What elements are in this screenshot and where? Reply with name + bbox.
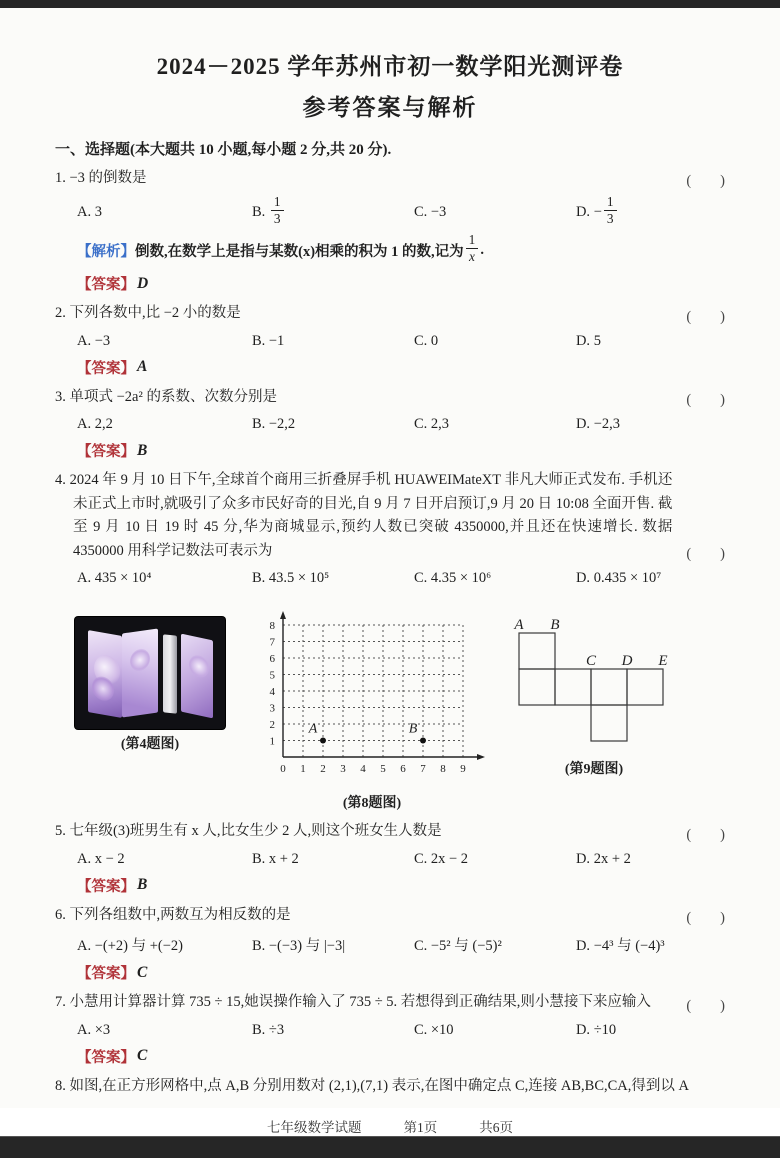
option-label: A. — [77, 850, 95, 867]
question-stem: 6. 下列各组数中,两数互为相反数的是 — [55, 906, 291, 923]
answer-paren: ( ) — [686, 392, 725, 409]
answer-label: 【答案】 — [77, 966, 135, 983]
question-block — [55, 1075, 725, 1098]
options-row — [55, 934, 725, 955]
options-row — [55, 851, 725, 868]
svg-text:3: 3 — [269, 702, 275, 715]
option-text: ×10 — [430, 1021, 454, 1038]
option — [414, 570, 576, 587]
figures-row — [75, 601, 725, 812]
question-block — [55, 904, 725, 983]
page-body — [0, 8, 780, 1136]
coordinate-grid — [253, 601, 491, 788]
question-stem-row — [55, 167, 725, 190]
svg-text:2: 2 — [320, 763, 326, 776]
option-text: 0.435 × 10⁷ — [593, 570, 662, 587]
answer-label: 【答案】 — [77, 878, 135, 895]
fraction-denominator: 3 — [606, 211, 614, 227]
svg-text:3: 3 — [340, 763, 346, 776]
svg-text:4: 4 — [360, 763, 366, 776]
phone-image — [75, 617, 225, 729]
questions-group-b — [55, 820, 725, 1098]
figure-net — [509, 615, 679, 778]
fraction-numerator: 1 — [271, 195, 284, 211]
question-stem: 5. 七年级(3)班男生有 x 人,比女生少 2 人,则这个班女生人数是 — [55, 823, 442, 840]
svg-text:2: 2 — [269, 719, 275, 732]
option-label: B. — [251, 332, 269, 349]
option-text: −1 — [268, 332, 285, 349]
fraction-denominator: 3 — [273, 211, 281, 227]
analysis-label: 【解析】 — [77, 244, 135, 261]
option — [575, 194, 725, 228]
answer-paren: ( ) — [686, 173, 725, 190]
option-label: A. — [77, 570, 95, 587]
answer-paren: ( ) — [686, 546, 725, 563]
question-stem: 2. 下列各数中,比 −2 小的数是 — [55, 305, 241, 322]
option-text: 2x + 2 — [593, 850, 631, 867]
svg-text:8: 8 — [440, 763, 446, 776]
option-text: 5 — [593, 332, 601, 349]
question-stem: 1. −3 的倒数是 — [55, 170, 147, 186]
option-text: −2,2 — [268, 416, 296, 433]
options-row — [55, 570, 725, 587]
option — [414, 1022, 576, 1039]
option-text: x − 2 — [94, 850, 125, 867]
option-label: B. — [251, 416, 269, 433]
grid-point-A — [320, 738, 326, 744]
net-label-A: A — [514, 617, 524, 634]
option-label: B. — [251, 204, 269, 221]
option-label: C. — [413, 332, 431, 349]
option — [414, 204, 576, 221]
scan-top-bar — [0, 0, 780, 8]
figure-grid — [253, 601, 491, 812]
answer-letter: A — [137, 358, 148, 376]
option — [414, 851, 576, 868]
question-stem: 3. 单项式 −2a² 的系数、次数分别是 — [55, 388, 277, 405]
svg-text:0: 0 — [280, 763, 286, 776]
fraction — [604, 195, 617, 226]
svg-text:9: 9 — [460, 763, 466, 776]
answer-paren: ( ) — [686, 910, 725, 927]
option-text: − — [593, 204, 602, 221]
question-stem-row — [55, 386, 725, 409]
option-label: C. — [413, 938, 431, 955]
option-text: 2x − 2 — [430, 850, 469, 867]
option-label: D. — [575, 204, 594, 221]
option-label: A. — [77, 938, 95, 955]
options-row — [55, 194, 725, 228]
option-label: C. — [413, 850, 431, 867]
section-heading: 一、选择题(本大题共 10 小题,每小题 2 分,共 20 分). — [55, 142, 392, 158]
net-label-C: C — [585, 653, 597, 670]
option-label: A. — [77, 204, 95, 221]
svg-text:B: B — [408, 721, 418, 737]
question-stem-row — [55, 991, 725, 1014]
svg-text:5: 5 — [380, 763, 386, 776]
option — [252, 851, 414, 868]
option — [576, 570, 725, 587]
option — [252, 333, 414, 350]
fraction — [271, 195, 284, 226]
options-row — [55, 416, 725, 433]
option — [252, 934, 414, 955]
option-text: 2,2 — [94, 416, 113, 433]
option — [576, 934, 725, 955]
answer-paren: ( ) — [686, 308, 725, 325]
answer-label: 【答案】 — [77, 1049, 135, 1066]
analysis-text: . — [480, 242, 484, 259]
cube-net — [509, 615, 679, 754]
option-text: ÷10 — [593, 1021, 617, 1038]
figure-caption-q4: (第4题图) — [120, 737, 180, 753]
flower-decoration — [130, 648, 150, 673]
svg-text:6: 6 — [400, 763, 406, 776]
option-label: D. — [575, 938, 594, 955]
question-block — [55, 469, 725, 587]
option-label: B. — [251, 850, 269, 867]
phone-left-panel — [88, 630, 122, 718]
fraction-numerator: 1 — [604, 195, 617, 211]
answer-row — [55, 875, 725, 896]
answer-paren: ( ) — [686, 997, 725, 1014]
answer-letter: C — [137, 963, 148, 981]
option — [414, 416, 576, 433]
question-block — [55, 302, 725, 377]
option-label: C. — [413, 570, 431, 587]
fraction-denominator: x — [469, 249, 475, 265]
option-label: D. — [575, 1021, 594, 1038]
option — [576, 851, 725, 868]
option — [576, 416, 725, 433]
figure-caption-q9: (第9题图) — [564, 762, 624, 778]
answer-label: 【答案】 — [77, 360, 135, 377]
option-text: ×3 — [94, 1021, 111, 1038]
option-label: D. — [575, 850, 594, 867]
option-text: 3 — [94, 204, 102, 221]
net-svg — [509, 615, 679, 749]
page-title: 2024－2025 学年苏州市初一数学阳光测评卷 — [156, 54, 624, 79]
svg-text:1: 1 — [269, 735, 275, 748]
figure-phone — [75, 617, 225, 753]
svg-text:7: 7 — [269, 636, 275, 649]
option — [414, 934, 576, 955]
svg-text:A: A — [308, 721, 318, 737]
option — [252, 1022, 414, 1039]
question-block — [55, 386, 725, 461]
option-text: ÷3 — [268, 1021, 285, 1038]
option-label: A. — [77, 332, 95, 349]
option — [252, 570, 414, 587]
option-label: A. — [77, 1021, 95, 1038]
analysis-row — [55, 232, 725, 266]
option-text: 2,3 — [430, 416, 449, 433]
page-footer — [55, 1116, 725, 1136]
option — [77, 934, 252, 955]
answer-row — [55, 440, 725, 461]
question-block — [55, 167, 725, 294]
answer-letter: C — [137, 1047, 148, 1065]
question-stem: 7. 小慧用计算器计算 735 ÷ 15,她误操作输入了 735 ÷ 5. 若想得到正确结果,则小慧接下来应输入 — [55, 994, 651, 1011]
phone-middle-panel — [122, 629, 158, 718]
svg-text:8: 8 — [269, 620, 275, 633]
option-label: B. — [251, 1021, 269, 1038]
option-text: −2,3 — [593, 416, 620, 433]
option — [77, 1022, 252, 1039]
scan-bottom-bar — [0, 1136, 780, 1158]
footer-page-number: 第1页 — [403, 1120, 438, 1136]
option-text: −5² 与 (−5)² — [430, 938, 502, 955]
grid-svg — [253, 601, 491, 783]
net-label-B: B — [550, 617, 560, 634]
option — [252, 416, 414, 433]
option-label: C. — [413, 1021, 431, 1038]
option-text: −3 — [94, 332, 111, 349]
option-text: 4.35 × 10⁶ — [430, 570, 492, 587]
svg-text:6: 6 — [269, 653, 275, 666]
options-row — [55, 1022, 725, 1039]
option-text: −3 — [430, 204, 447, 221]
option-text: x + 2 — [268, 850, 299, 867]
option — [77, 416, 252, 433]
option — [77, 570, 252, 587]
net-label-D: D — [621, 653, 633, 670]
option-text: −4³ 与 (−4)³ — [593, 938, 665, 955]
question-stem-row — [55, 469, 725, 563]
option-label: B. — [251, 570, 269, 587]
option-label: C. — [413, 416, 431, 433]
answer-paren: ( ) — [686, 826, 725, 843]
questions-group-a — [55, 167, 725, 587]
option — [576, 333, 725, 350]
question-stem-row — [55, 302, 725, 325]
fraction-numerator: 1 — [466, 233, 479, 249]
phone-spine — [163, 635, 177, 714]
grid-point-B — [420, 738, 426, 744]
option-label: D. — [575, 570, 594, 587]
svg-text:5: 5 — [269, 669, 275, 682]
answer-row — [55, 273, 725, 294]
fraction — [466, 233, 479, 264]
option-text: −(−3) 与 |−3| — [268, 938, 346, 955]
net-cell — [627, 669, 663, 705]
question-stem-row — [55, 820, 725, 843]
net-cell — [591, 669, 627, 705]
net-cell — [591, 705, 627, 741]
answer-letter: B — [137, 876, 148, 894]
option-text: 43.5 × 10⁵ — [268, 570, 330, 587]
svg-text:7: 7 — [420, 763, 426, 776]
question-stem-row — [55, 904, 725, 927]
answer-label: 【答案】 — [77, 277, 135, 294]
net-cell — [555, 669, 591, 705]
answer-letter: D — [137, 274, 149, 292]
option — [77, 204, 252, 221]
option-label: C. — [413, 204, 431, 221]
footer-page-total: 共6页 — [479, 1120, 513, 1136]
answer-label: 【答案】 — [77, 444, 135, 461]
option-label: A. — [77, 416, 95, 433]
options-row — [55, 333, 725, 350]
option-label: D. — [575, 332, 594, 349]
option — [576, 1022, 725, 1039]
option-label: D. — [575, 416, 594, 433]
option-text: −(+2) 与 +(−2) — [94, 938, 184, 955]
answer-row — [55, 1046, 725, 1067]
net-label-E: E — [658, 653, 668, 670]
net-cell — [519, 669, 555, 705]
svg-text:1: 1 — [300, 763, 306, 776]
option — [77, 333, 252, 350]
page-subtitle: 参考答案与解析 — [302, 95, 478, 120]
option-text: 435 × 10⁴ — [94, 570, 152, 587]
phone-right-panel — [181, 634, 213, 719]
question-block — [55, 991, 725, 1066]
figure-caption-q8: (第8题图) — [342, 796, 402, 812]
question-stem: 8. 如图,在正方形网格中,点 A,B 分别用数对 (2,1),(7,1) 表示,在图中确定点 C,连接 AB,BC,CA,得到以 A — [55, 1077, 689, 1094]
question-stem-row — [55, 1075, 725, 1098]
question-block — [55, 820, 725, 895]
option — [251, 194, 414, 228]
analysis-text: 倒数,在数学上是指与某数(x)相乘的积为 1 的数,记为 — [135, 244, 464, 261]
option — [77, 851, 252, 868]
option — [414, 333, 576, 350]
answer-row — [55, 357, 725, 378]
svg-text:4: 4 — [269, 686, 275, 699]
answer-row — [55, 962, 725, 983]
footer-doc-name: 七年级数学试题 — [267, 1120, 362, 1136]
net-cell — [519, 633, 555, 669]
flower-decoration — [189, 654, 209, 680]
option-label: B. — [251, 938, 269, 955]
question-stem: 4. 2024 年 9 月 10 日下午,全球首个商用三折叠屏手机 HUAWEIMateXT 非凡大师正式发布. 手机还未正式上市时,就吸引了众多市民好奇的目光,自 9 月 7 日开启预订,9 月 20 日 10:08 全面开售. 截至 9 月 10 日 19 时 45 分,华为商城显示,预约人数已突破 4350000,并且还在快速增长. 数据 4350000 用科学记数法可表示为 — [55, 472, 673, 559]
option-text: 0 — [430, 332, 439, 349]
answer-letter: B — [137, 441, 148, 459]
